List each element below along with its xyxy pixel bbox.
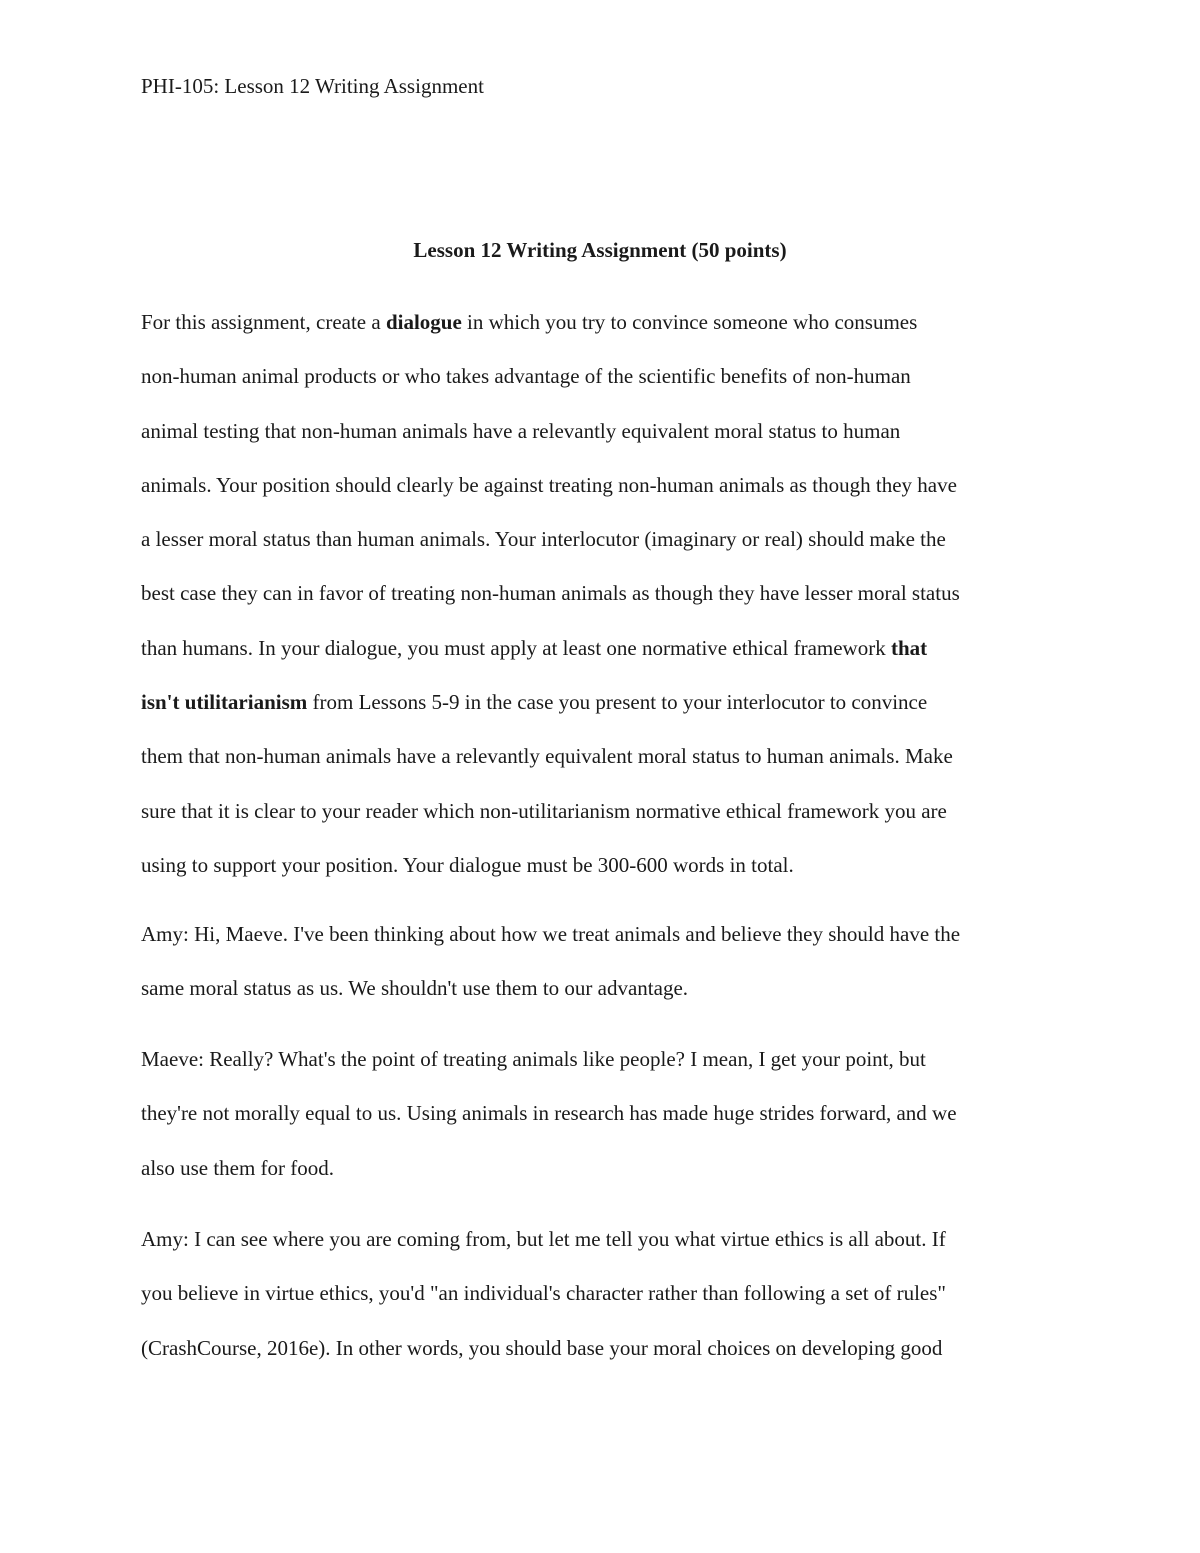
running-head: PHI-105: Lesson 12 Writing Assignment <box>141 74 484 98</box>
text-line: also use them for food. <box>141 1155 335 1180</box>
text-line: animals. Your position should clearly be against treating non-human animals as though they have <box>141 472 957 497</box>
dialogue-paragraph-maeve-1 <box>141 1045 1071 1208</box>
text-line <box>141 634 1071 688</box>
assignment-title: Lesson 12 Writing Assignment (50 points) <box>413 238 787 262</box>
text-line: best case they can in favor of treating non-human animals as though they have lesser moral status <box>141 581 960 606</box>
text-line: same moral status as us. We shouldn't use them to our advantage. <box>141 976 689 1001</box>
instructions-paragraph <box>141 308 1071 905</box>
text-line: a lesser moral status than human animals. Your interlocutor (imaginary or real) should make the <box>141 527 946 552</box>
bold-text-run: dialogue <box>385 310 462 334</box>
text-line: Amy: Hi, Maeve. I've been thinking about how we treat animals and believe they should have the <box>141 922 961 946</box>
dialogue-paragraph-amy-1 <box>141 920 1071 1029</box>
text-line: Amy: I can see where you are coming from, but let me tell you what virtue ethics is all about. If <box>141 1227 946 1251</box>
text-line: Maeve: Really? What's the point of treating animals like people? I mean, I get your point, but <box>141 1047 926 1071</box>
text-line <box>141 688 1071 742</box>
text-line: them that non-human animals have a relevantly equivalent moral status to human animals. Make <box>141 744 953 769</box>
text-line <box>141 308 1071 362</box>
text-run: in which you try to convince someone who consumes <box>461 310 918 334</box>
bold-text-run: isn't utilitarianism <box>141 690 308 715</box>
text-run: For this assignment, create a <box>141 310 386 334</box>
dialogue-paragraph-amy-2 <box>141 1225 1071 1388</box>
text-run: from Lessons 5-9 in the case you present to your interlocutor to convince <box>307 690 928 715</box>
text-line: sure that it is clear to your reader which non-utilitarianism normative ethical framework you are <box>141 798 947 823</box>
text-line: you believe in virtue ethics, you'd "an individual's character rather than following a set of rules" <box>141 1281 946 1306</box>
text-line: using to support your position. Your dialogue must be 300-600 words in total. <box>141 852 794 877</box>
text-line: animal testing that non-human animals have a relevantly equivalent moral status to human <box>141 418 901 443</box>
bold-text-run: that <box>890 635 928 660</box>
text-line: (CrashCourse, 2016e). In other words, you should base your moral choices on developing good <box>141 1335 943 1360</box>
text-line: non-human animal products or who takes advantage of the scientific benefits of non-human <box>141 364 911 389</box>
text-run: than humans. In your dialogue, you must apply at least one normative ethical framework <box>141 635 891 660</box>
text-line: they're not morally equal to us. Using animals in research has made huge strides forward, and we <box>141 1101 957 1126</box>
